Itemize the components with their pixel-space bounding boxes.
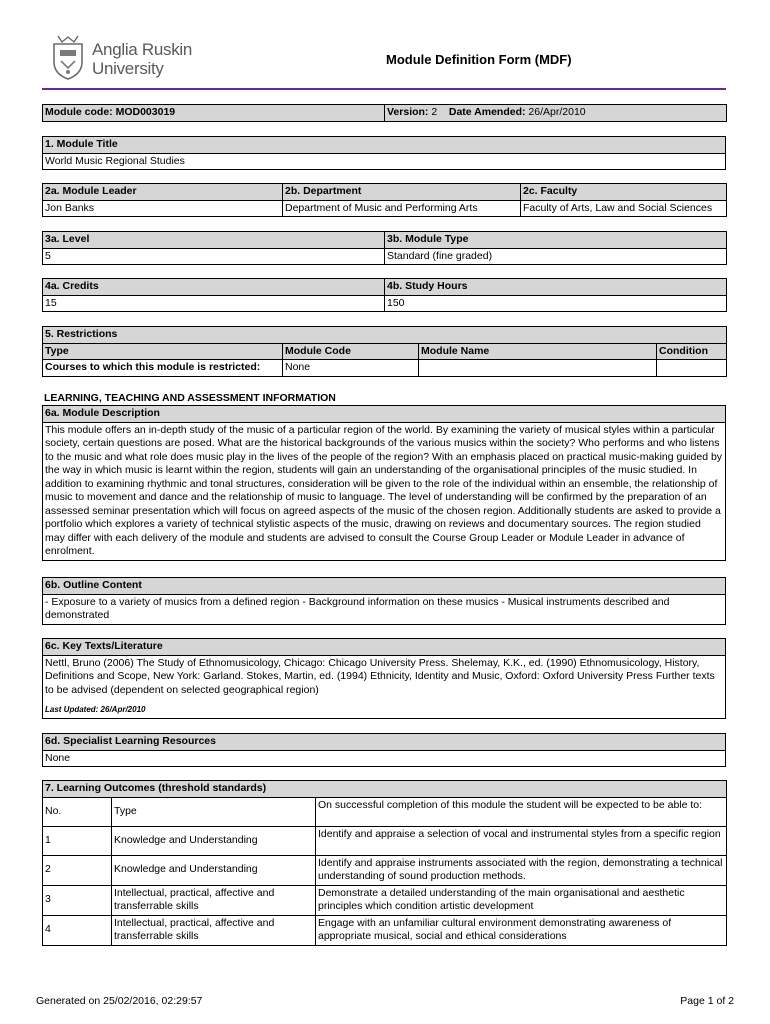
outline-table — [42, 577, 726, 625]
leader-value: Jon Banks — [43, 200, 283, 217]
outcome-type: Knowledge and Understanding — [112, 855, 316, 885]
restrictions-table — [42, 326, 727, 377]
table-row — [43, 885, 727, 915]
outcome-no: 4 — [43, 915, 112, 945]
restrictions-row-label: Courses to which this module is restricted: — [43, 360, 283, 377]
outcome-desc: Identify and appraise a selection of vocal and instrumental styles from a specific region — [316, 826, 727, 855]
module-type-value: Standard (fine graded) — [385, 248, 727, 265]
restrictions-col-name: Module Name — [419, 343, 657, 360]
resources-table — [42, 733, 726, 767]
restrictions-col-condition: Condition — [657, 343, 727, 360]
ltai-heading: LEARNING, TEACHING AND ASSESSMENT INFORMATION — [44, 392, 336, 404]
outcome-desc: Demonstrate a detailed understanding of the main organisational and aesthetic principles which condition artistic development — [316, 885, 727, 915]
restrictions-col-type: Type — [43, 343, 283, 360]
crest-icon — [50, 34, 86, 80]
outcome-desc: Engage with an unfamiliar cultural environment demonstrating awareness of appropriate musical, social and ethical considerations — [316, 915, 727, 945]
outline-heading: 6b. Outline Content — [43, 578, 726, 595]
study-hours-value: 150 — [385, 295, 727, 312]
study-hours-heading: 4b. Study Hours — [385, 279, 727, 296]
last-updated: Last Updated: 26/Apr/2010 — [45, 705, 146, 714]
outcome-type: Intellectual, practical, affective and transferrable skills — [112, 915, 316, 945]
restrictions-row-condition — [657, 360, 727, 377]
description-text: This module offers an in-depth study of the music of a particular region of the world. By examining the variety of musical styles within a particular society, certain questions are posed. What are the historical backgrounds of the various musics within the society? Who performs and who listens to the music and what role does music play in the lives of the people of the region? With an emphasis placed on practical music-making guided by the way in which music is learnt within the region, students will gain an understanding of the organisational principles of the music studied. In addition to examining rhythmic and tonal structures, consideration will be given to the role of the individual within an ensemble, the relationship of music to movement and dance and the relationship of music to language. The level of understanding will be confirmed by the preparation of an assessed seminar presentation which will focus on agreed aspects of the music of the chosen region. Additionally students are asked to provide a portfolio which explores a variety of technical stylistic aspects of the music, drawing on reviews and documentary sources. The region studied may differ with each delivery of the module and students are advised to consult the Course Group Leader or Module Leader in advance of enrolment. — [43, 422, 726, 560]
department-heading: 2b. Department — [283, 184, 521, 201]
form-title: Module Definition Form (MDF) — [386, 52, 572, 67]
module-title-value: World Music Regional Studies — [43, 153, 726, 170]
version-value: 2 — [431, 106, 438, 118]
header-divider — [42, 88, 726, 90]
module-code: Module code: MOD003019 — [43, 105, 385, 122]
credits-heading: 4a. Credits — [43, 279, 385, 296]
date-amended-label: Date Amended: — [448, 106, 526, 118]
outcome-no: 1 — [43, 826, 112, 855]
version-label: Version: — [387, 106, 429, 118]
generated-timestamp: Generated on 25/02/2016, 02:29:57 — [36, 995, 203, 1007]
restrictions-row-code: None — [283, 360, 419, 377]
module-type-heading: 3b. Module Type — [385, 232, 727, 249]
university-logo — [50, 34, 210, 82]
leader-heading: 2a. Module Leader — [43, 184, 283, 201]
outcome-type: Knowledge and Understanding — [112, 826, 316, 855]
outcomes-heading: 7. Learning Outcomes (threshold standards) — [43, 781, 727, 798]
description-table — [42, 405, 726, 561]
module-title-table — [42, 136, 726, 170]
resources-value: None — [43, 750, 726, 767]
key-texts-text: Nettl, Bruno (2006) The Study of Ethnomusicology, Chicago: Chicago University Press. Shelemay, K.K., ed. (1990) Ethnomusicology, History, Definitions and Scope, New York: Garland. Stokes, Martin, ed. (1994) Ethnicity, Identity and Music, Oxford: Oxford University Press Further texts to be advised (dependent on selected geographical region) — [45, 656, 715, 696]
outcomes-col-no: No. — [43, 797, 112, 826]
outline-text: - Exposure to a variety of musics from a defined region - Background information on these musics - Musical instruments described and demonstrated — [43, 594, 726, 624]
resources-heading: 6d. Specialist Learning Resources — [43, 734, 726, 751]
key-texts-heading: 6c. Key Texts/Literature — [43, 639, 726, 656]
page-number: Page 1 of 2 — [680, 995, 734, 1007]
outcome-no: 3 — [43, 885, 112, 915]
outcomes-col-desc: On successful completion of this module the student will be expected to be able to: — [316, 797, 727, 826]
logo-text-line1: Anglia Ruskin — [92, 40, 193, 59]
outcome-type: Intellectual, practical, affective and transferrable skills — [112, 885, 316, 915]
faculty-heading: 2c. Faculty — [521, 184, 727, 201]
level-table — [42, 231, 727, 265]
outcome-desc: Identify and appraise instruments associated with the region, demonstrating a technical understanding of sound production methods. — [316, 855, 727, 885]
credits-value: 15 — [43, 295, 385, 312]
faculty-value: Faculty of Arts, Law and Social Sciences — [521, 200, 727, 217]
level-heading: 3a. Level — [43, 232, 385, 249]
restrictions-col-code: Module Code — [283, 343, 419, 360]
description-heading: 6a. Module Description — [43, 406, 726, 423]
table-row — [43, 855, 727, 885]
department-value: Department of Music and Performing Arts — [283, 200, 521, 217]
leader-table — [42, 183, 727, 217]
logo-text-line2: University — [92, 59, 164, 78]
table-row — [43, 915, 727, 945]
restrictions-row-name — [419, 360, 657, 377]
restrictions-heading: 5. Restrictions — [43, 327, 727, 344]
outcome-no: 2 — [43, 855, 112, 885]
key-texts-cell — [43, 655, 726, 718]
outcomes-table — [42, 780, 727, 946]
module-title-heading: 1. Module Title — [43, 137, 726, 154]
date-amended-value: 26/Apr/2010 — [528, 106, 586, 118]
key-texts-table — [42, 638, 726, 719]
outcomes-col-type: Type — [112, 797, 316, 826]
table-row — [43, 826, 727, 855]
version-date-cell — [385, 105, 727, 122]
module-code-table — [42, 104, 727, 122]
level-value: 5 — [43, 248, 385, 265]
credits-table — [42, 278, 727, 312]
